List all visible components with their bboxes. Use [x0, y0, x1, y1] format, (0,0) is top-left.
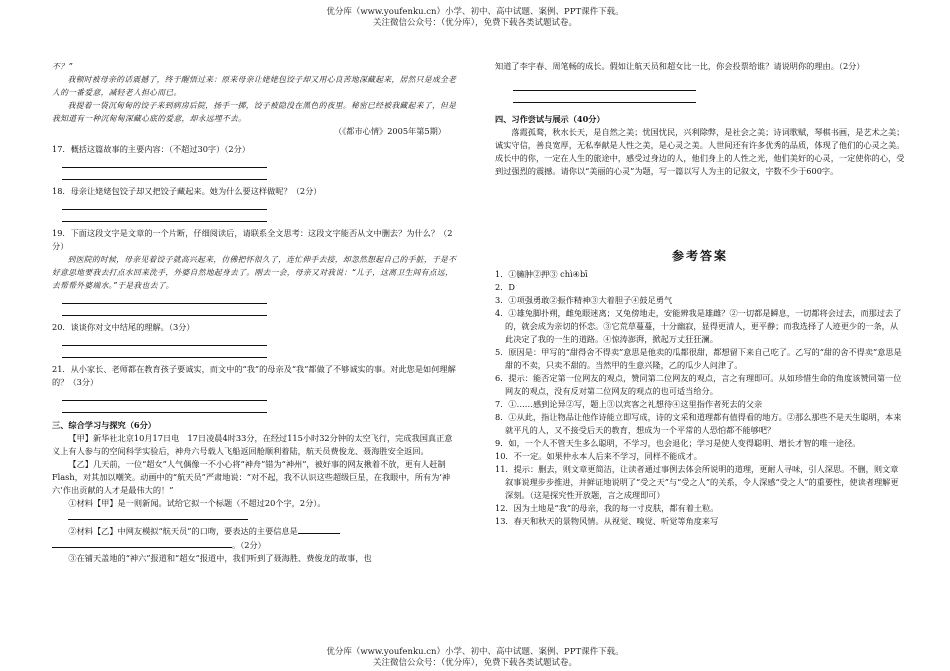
answers-title: 参考答案 [671, 249, 728, 263]
answer-item: 11．提示：删去，则文章更简洁，让读者通过事例去体会所说明的道理，更耐人寻味，引人深思。不删，则文章叙事说理步步推进，并鲜证地说明了“受之天”与“受之人”的关系，令人深感“受之人”的重要性，使读者理解更深刻。（这是探究性开放题，言之成理即可） [495, 464, 899, 500]
page-footer [0, 647, 950, 669]
question-19: 19．下面这段文字是文章的一个片断，仔细阅读后，请联系全文思考：这段文字能否从文中删去？为什么？（2分） [52, 228, 453, 251]
answer-line [62, 198, 267, 210]
sub-question-1: ①材料【甲】是一则新闻。试给它拟一个标题（不超过20个字，2分）。 [68, 498, 326, 508]
answer-item: 13．春天和秋天的景物风情。从视觉、嗅觉、听觉等角度来写 [495, 516, 719, 526]
question-19-excerpt: 到医院的时候，母亲见着饺子就高兴起来，仿佛把怀很久了，连忙伸手去接，却忽然想起自己的手脏，于是不好意思地要我去打点水回来洗手，外婆自然地起身去了。刚去一会，母亲又对我说：“儿子，这离卫生间有点远，去帮帮外婆端水。”于是我也去了。 [52, 255, 457, 290]
answer-line [62, 389, 267, 401]
answer-line [62, 346, 267, 358]
page-header [0, 7, 950, 29]
answer-line [62, 210, 267, 222]
blank-line [52, 538, 232, 548]
material-b: 【乙】几天前，一位“超女”人气偶像一不小心将“神舟”错为“神州”，被好事的网友揪着不放，更有人赶制Flash，对其加以嘲笑。动画中的“航天员”严肃地说：“对不起，我不认识这些超级巨星，在我眼中，所有为‘神六’作出贡献的人才是最伟大的！” [52, 459, 451, 495]
blank-line [68, 510, 248, 520]
question-18: 18．母亲让姥姥包饺子却又把饺子藏起来。她为什么要这样做呢？（2分） [52, 186, 322, 196]
sub-question-3-continued: 知道了李宇春、周笔畅的成长。假如让航天员和超女比一比，你会投票给谁？请说明你的理由。（2分） [495, 61, 865, 71]
section-4-heading: 四、习作尝试与展示（40分） [495, 114, 605, 124]
sub-question-2-points: 。（2分） [232, 540, 266, 550]
answer-item: 10．不一定。如果仲永本人后来不学习，同样不能成才。 [495, 451, 702, 461]
sub-question-2 [52, 524, 460, 552]
question-17: 17．概括这篇故事的主要内容：（不超过30字）（2分） [52, 144, 250, 154]
answer-line [62, 334, 267, 346]
story-source: （《都市心情》2005年第5期） [333, 126, 446, 136]
answer-line [62, 304, 267, 316]
story-paragraph: 不？” [52, 62, 73, 71]
answer-item: 2．D [495, 282, 515, 292]
answer-item: 8．①从此，指让物品让他作诗能立即写成，诗的文采和道理都有值得看的地方。②那么那些不是天生聪明，本来就平凡的人，又不接受后天的教育，想成为一个平常的人恐怕都不能够吧？ [495, 412, 902, 435]
sub-question-3: ③在铺天盖地的“神六”报道和“超女”报道中，我们听到了聂海胜、费俊龙的故事，也 [68, 553, 372, 563]
answer-line [513, 91, 696, 103]
answer-item: 7．①……感到论异②写，题上③以宾客之礼想待④这里指作者死去的父亲 [495, 399, 763, 409]
answer-item: 3．①项强勇敢②振作精神③大着胆子④鼓足勇气 [495, 295, 673, 305]
story-paragraph: 我顿时被母亲的话震撼了，终于醒悟过来：原来母亲让姥姥包饺子却又用心良苦地深藏起来，居然只是成全老人的一番爱意，减轻老人担心而已。 [52, 75, 457, 97]
answer-item: 4．①雄兔脚扑朔，雌兔眼迷离；又兔傍地走，安能辨我是雄雌？②一切都是瞬息，一切都将会过去，而那过去了的，就会成为亲切的怀恋。③它荒草蔓蔓，十分幽寂，显得更清人，更平静；而我选择了人迹更少的一条，从此决定了我的一生的道路。④惊涛澎湃，掀起万丈狂狂澜。 [495, 308, 902, 344]
essay-prompt: 落霞孤鹜，秋水长天，是自然之美；忧国忧民，兴利除弊，是社会之美；诗词歌赋，琴棋书画，是艺术之美；诚实守信，善良宽厚，无私奉献是人性之美，是心灵之美。人世间还有许多优秀的品质，体现了他们的心灵之美。成长中的你，一定在人生的旅途中，感受过身边的人，他们身上的人性之光，他们美好的心灵，一定使你的心，受到过强烈的震撼。请你以“美丽的心灵”为题，写一篇以写人为主的记叙文，字数不少于600字。 [495, 127, 905, 176]
answer-item: 1．①臃肿②押③ chì④bī [495, 269, 588, 279]
answer-line [62, 156, 267, 168]
sub-question-2-text: ②材料【乙】中网友模拟“航天员”的口吻，要表达的主要信息是 [68, 526, 298, 536]
answer-item: 9．如，一个人不管天生多么聪明，不学习，也会退化；学习是使人变得聪明、增长才智的唯一途径。 [495, 438, 861, 448]
answer-line [62, 401, 267, 413]
story-paragraph: 我提着一袋沉甸甸的饺子来到病房后院，扬手一掷，饺子被隐没在黑色的夜里。秘密已经被我藏起来了，但是我知道有一种沉甸甸深藏心底的爱意，却永远埋不去。 [52, 101, 457, 123]
answer-line [62, 168, 267, 180]
header-line-1: 优分库（www.youfenku.cn）小学、初中、高中试题、案例、PPT课件下载。 [326, 7, 624, 17]
sub-question-1-blank [52, 510, 460, 524]
question-20: 20．谈谈你对文中结尾的理解。（3分） [52, 322, 195, 332]
right-column [495, 60, 905, 528]
section-3-heading: 三、综合学习与探究（6分） [52, 420, 156, 430]
header-line-2: 关注微信公众号：（优分库），免费下载各类试题试卷。 [372, 18, 577, 28]
blank-line [298, 524, 340, 534]
answer-item: 12．因为土地是“我”的母亲，我的每一寸皮肤，都有着土粒。 [495, 503, 719, 513]
answer-list [495, 268, 905, 528]
answer-item: 6．提示：能否定第一位网友的观点，赞同第二位网友的观点，言之有理即可。从如珍惜生命的角度该赞同第一位网友的观点，没有反对第二位网友的观点的也可适当给分。 [495, 373, 902, 396]
footer-line-2: 关注微信公众号：（优分库），免费下载各类试题试卷。 [372, 658, 577, 668]
left-column [52, 60, 460, 565]
question-21: 21．从小家长、老师都在教育孩子要诚实，而文中的“我”的母亲及“我”都做了不够诚实的事。对此您是如何理解的？（3分） [52, 364, 456, 387]
answer-item: 5．原因是：甲写的“甜得舍不得卖”意思是他卖的瓜都很甜，都想留下来自己吃了。乙写的“甜的舍不得卖”意思是甜的不卖，只卖不甜的。当然甲的生意兴隆，乙的瓜少人问津了。 [495, 347, 902, 370]
answer-line [513, 79, 696, 91]
answer-line [62, 292, 267, 304]
footer-line-1: 优分库（www.youfenku.cn）小学、初中、高中试题、案例、PPT课件下载。 [326, 647, 624, 657]
material-a: 【甲】新华社北京10月17日电 17日凌晨4时33分，在经过115小时32分钟的太空飞行，完成我国真正意义上有人参与的空间科学实验后，神舟六号载人飞船返回舱顺利着陆，航天员费俊龙、聂海胜安全返回。 [52, 433, 453, 456]
